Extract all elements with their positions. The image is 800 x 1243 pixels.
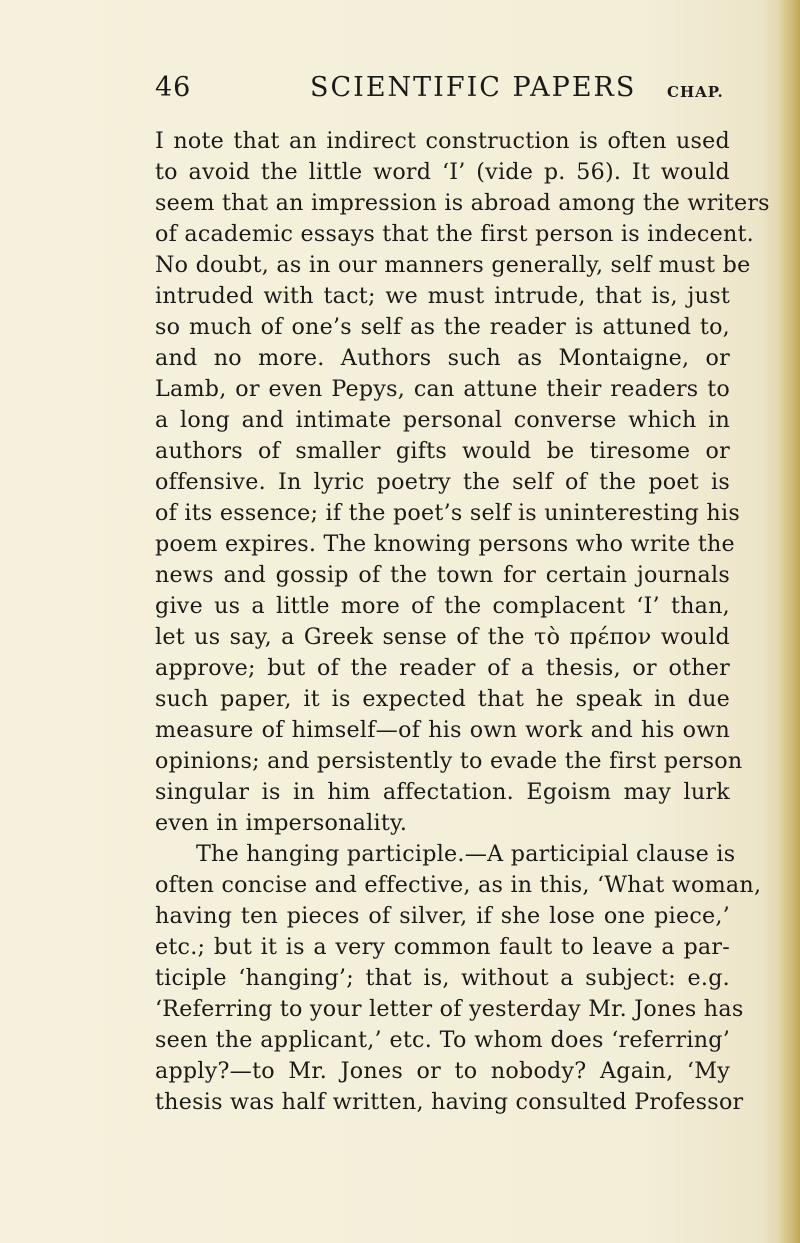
- text-line: apply?—to Mr. Jones or to nobody? Again, ‘My: [155, 1058, 730, 1084]
- text-line: news and gossip of the town for certain journals: [155, 562, 730, 588]
- text-line: such paper, it is expected that he speak in due: [155, 686, 730, 712]
- text-line: so much of one’s self as the reader is attuned to,: [155, 314, 730, 340]
- text-line: thesis was half written, having consulted Professor: [155, 1089, 744, 1115]
- text-line: intruded with tact; we must intrude, that is, just: [155, 283, 730, 309]
- text-line: singular is in him affectation. Egoism may lurk: [155, 779, 730, 805]
- text-line: offensive. In lyric poetry the self of the poet is: [155, 469, 730, 495]
- running-header: [155, 72, 735, 112]
- text-line: ‘Referring to your letter of yesterday Mr. Jones has: [155, 996, 744, 1022]
- text-line: a long and intimate personal converse which in: [155, 407, 730, 433]
- text-line: poem expires. The knowing persons who write the: [155, 531, 735, 557]
- page-edge-shadow: [778, 0, 800, 1243]
- text-line: ticiple ‘hanging’; that is, without a subject: e.g.: [155, 965, 730, 991]
- text-line: No doubt, as in our manners generally, self must be: [155, 252, 751, 278]
- text-line: seem that an impression is abroad among the writers: [155, 190, 770, 216]
- text-line: having ten pieces of silver, if she lose one piece,’: [155, 903, 730, 929]
- text-line: opinions; and persistently to evade the first person: [155, 748, 743, 774]
- running-chapter-label: CHAP.: [667, 83, 724, 101]
- page-number: 46: [155, 72, 192, 103]
- text-line: often concise and effective, as in this, ‘What woman,: [155, 872, 762, 898]
- text-line: The hanging participle.—A participial clause is: [196, 841, 736, 867]
- text-line: to avoid the little word ‘I’ (vide p. 56). It would: [155, 159, 730, 185]
- text-line: Lamb, or even Pepys, can attune their readers to: [155, 376, 730, 402]
- text-line: of academic essays that the first person is indecent.: [155, 221, 754, 247]
- body-text: [155, 126, 770, 1118]
- text-line: etc.; but it is a very common fault to leave a par-: [155, 934, 730, 960]
- text-line: of its essence; if the poet’s self is uninteresting his: [155, 500, 740, 526]
- text-line: approve; but of the reader of a thesis, or other: [155, 655, 730, 681]
- text-line: seen the applicant,’ etc. To whom does ‘referring’: [155, 1027, 730, 1053]
- text-line: and no more. Authors such as Montaigne, or: [155, 345, 730, 371]
- text-line: I note that an indirect construction is often used: [155, 128, 730, 154]
- text-line: even in impersonality.: [155, 810, 408, 836]
- text-line: give us a little more of the complacent ‘I’ than,: [155, 593, 730, 619]
- running-title: SCIENTIFIC PAPERS: [310, 72, 637, 103]
- text-line: authors of smaller gifts would be tiresome or: [155, 438, 730, 464]
- text-line: let us say, a Greek sense of the τὸ πρέπον would: [155, 624, 730, 650]
- text-line: measure of himself—of his own work and his own: [155, 717, 730, 743]
